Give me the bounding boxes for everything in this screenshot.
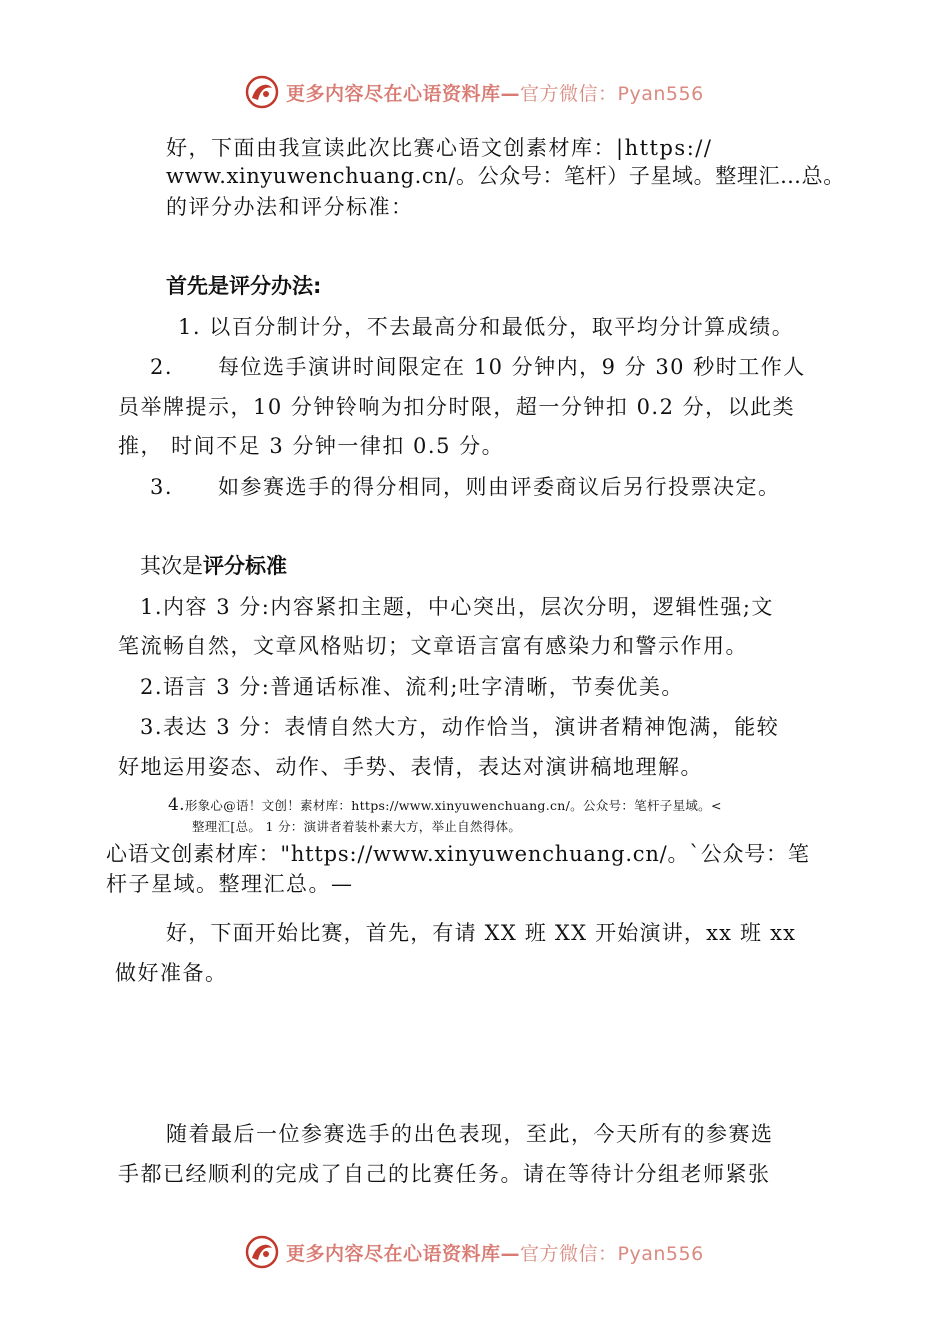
banner-text: [286, 79, 704, 106]
banner-site-name: 更多内容尽在心语资料库—: [286, 1242, 521, 1265]
standard-heading-main: 评分标准: [203, 554, 287, 578]
closing-line-2: 手都已经顺利的完成了自己的比赛任务。请在等待计分组老师紧张: [118, 1162, 771, 1186]
standard-item-4-line-1: [168, 796, 722, 815]
standard-item-4-text: 形象心@语！文创！素材库：https://www.xinyuwenchuang.cn/。公众号：笔杆子星域。<: [184, 798, 722, 813]
method-item-1: 1. 以百分制计分，不去最高分和最低分，取平均分计算成绩。: [178, 315, 795, 339]
banner-text: [286, 1239, 704, 1266]
standard-item-3-line-1: 3.表达 3 分：表情自然大方，动作恰当，演讲者精神饱满，能较: [140, 715, 780, 739]
watermark-line-1: 心语文创素材库："https://www.xinyuwenchuang.cn/。`公众号：笔: [106, 842, 810, 866]
banner-site-name: 更多内容尽在心语资料库—: [286, 82, 521, 105]
logo-icon: [244, 1234, 280, 1270]
standard-item-3-line-2: 好地运用姿态、动作、手势、表情，表达对演讲稿地理解。: [118, 755, 703, 779]
watermark-line-2: 杆子星域。整理汇总。—: [106, 872, 354, 896]
banner-wechat: 官方微信：Pyan556: [520, 82, 704, 105]
method-item-2-line-1: 2. 每位选手演讲时间限定在 10 分钟内，9 分 30 秒时工作人: [150, 355, 806, 379]
method-heading: 首先是评分办法:: [166, 274, 322, 298]
method-item-3: 3. 如参赛选手的得分相同，则由评委商议后另行投票决定。: [150, 475, 781, 499]
logo-icon: [244, 74, 280, 110]
standard-heading-prefix: 其次是: [140, 554, 203, 578]
standard-item-2: 2.语言 3 分:普通话标准、流利;吐字清晰，节奏优美。: [140, 675, 684, 699]
start-line-1: 好，下面开始比赛，首先，有请 XX 班 XX 开始演讲，xx 班 xx: [166, 921, 797, 945]
intro-line-2: www.xinyuwenchuang.cn/。公众号：笔杆）子星域。整理汇…总。: [166, 164, 845, 188]
standard-item-1-line-1: 1.内容 3 分:内容紧扣主题，中心突出，层次分明，逻辑性强;文: [140, 595, 774, 619]
standard-item-4-number: 4.: [168, 795, 185, 815]
standard-heading: [140, 552, 287, 580]
standard-item-1-line-2: 笔流畅自然，文章风格贴切；文章语言富有感染力和警示作用。: [118, 634, 748, 658]
closing-line-1: 随着最后一位参赛选手的出色表现，至此，今天所有的参赛选: [166, 1122, 774, 1146]
method-item-2-line-2: 员举牌提示，10 分钟铃响为扣分时限，超一分钟扣 0.2 分，以此类: [118, 395, 796, 419]
start-line-2: 做好准备。: [115, 961, 228, 985]
footer-banner: [244, 1232, 764, 1272]
method-item-2-line-3: 推， 时间不足 3 分钟一律扣 0.5 分。: [118, 434, 505, 458]
intro-line-3: 的评分办法和评分标准：: [166, 195, 414, 219]
standard-item-4-line-2: 整理汇[总。 1 分：演讲者着装朴素大方，举止自然得体。: [192, 819, 522, 834]
intro-line-1: 好，下面由我宣读此次比赛心语文创素材库：|https://: [166, 136, 713, 160]
header-banner: [244, 72, 764, 112]
banner-wechat: 官方微信：Pyan556: [520, 1242, 704, 1265]
